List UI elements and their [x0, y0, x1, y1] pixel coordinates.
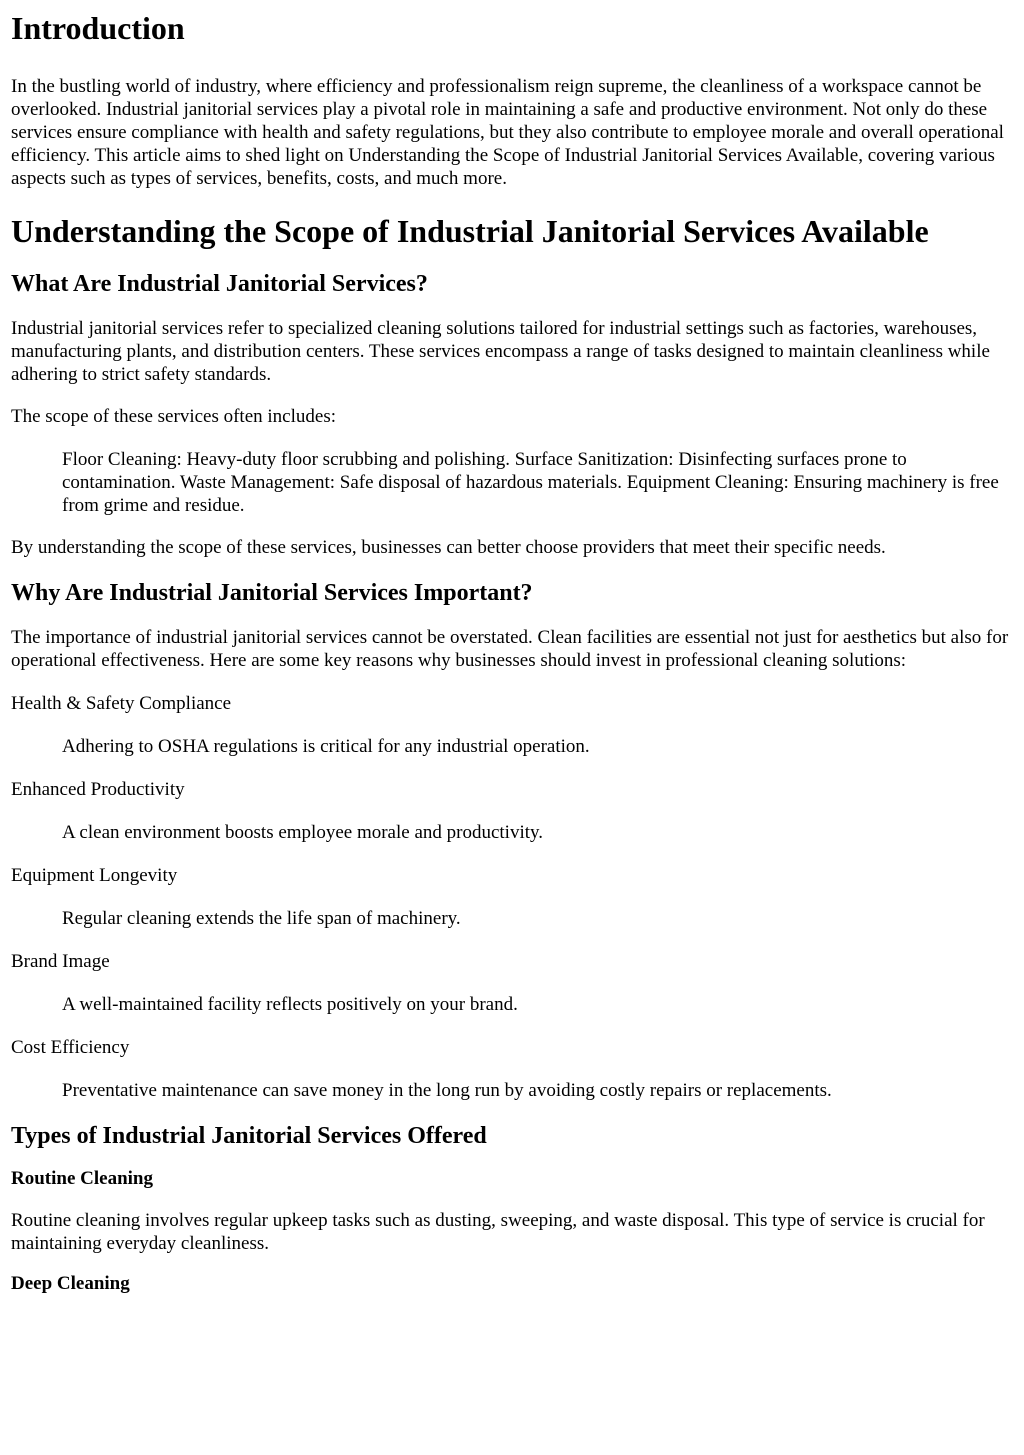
reason-detail: Regular cleaning extends the life span of machinery.: [62, 908, 461, 929]
reason-label: Health & Safety Compliance: [11, 693, 232, 714]
routine-heading: Routine Cleaning: [11, 1168, 153, 1189]
what-paragraph-3: By understanding the scope of these services, businesses can better choose providers that meet their specific needs.: [11, 537, 886, 558]
scope-heading: Understanding the Scope of Industrial Janitorial Services Available: [11, 213, 929, 249]
what-heading: What Are Industrial Janitorial Services?: [11, 271, 428, 297]
reason-detail: Adhering to OSHA regulations is critical for any industrial operation.: [62, 736, 590, 757]
what-paragraph-2: The scope of these services often includes:: [11, 406, 336, 427]
what-paragraph-1: Industrial janitorial services refer to specialized cleaning solutions tailored for industrial settings such as factories, warehouses, manufacturing plants, and distribution centers. These services encompass a range of tasks designed to maintain cleanliness while adhering to strict safety standards.: [11, 318, 990, 385]
why-heading: Why Are Industrial Janitorial Services Important?: [11, 580, 533, 606]
reason-label: Enhanced Productivity: [11, 779, 185, 800]
reason-detail: A clean environment boosts employee morale and productivity.: [62, 822, 544, 843]
reason-label: Cost Efficiency: [11, 1037, 130, 1058]
intro-heading: Introduction: [11, 10, 185, 46]
routine-paragraph: Routine cleaning involves regular upkeep tasks such as dusting, sweeping, and waste disposal. This type of service is crucial for maintaining everyday cleanliness.: [11, 1210, 985, 1254]
reason-detail: A well-maintained facility reflects positively on your brand.: [62, 994, 518, 1015]
scope-list-quote: Floor Cleaning: Heavy-duty floor scrubbing and polishing. Surface Sanitization: Disinfecting surfaces prone to contamination. Waste Management: Safe disposal of hazardous materials. Equipment Cleaning: Ensuring machinery is free from grime and residue.: [62, 449, 999, 516]
reason-label: Equipment Longevity: [11, 865, 178, 886]
why-paragraph: The importance of industrial janitorial services cannot be overstated. Clean facilities are essential not just for aesthetics but also for operational effectiveness. Here are some key reasons why businesses should invest in professional cleaning solutions:: [11, 627, 1009, 671]
intro-paragraph: In the bustling world of industry, where efficiency and professionalism reign supreme, the cleanliness of a workspace cannot be overlooked. Industrial janitorial services play a pivotal role in maintaining a safe and productive environment. Not only do these services ensure compliance with health and safety regulations, but they also contribute to employee morale and overall operational efficiency. This article aims to shed light on Understanding the Scope of Industrial Janitorial Services Available, covering various aspects such as types of services, benefits, costs, and much more.: [11, 76, 1004, 189]
article: [0, 9, 1024, 1295]
types-heading: Types of Industrial Janitorial Services Offered: [11, 1123, 487, 1149]
reason-detail: Preventative maintenance can save money in the long run by avoiding costly repairs or replacements.: [62, 1080, 832, 1101]
deep-heading: Deep Cleaning: [11, 1273, 130, 1294]
reason-label: Brand Image: [11, 951, 110, 972]
